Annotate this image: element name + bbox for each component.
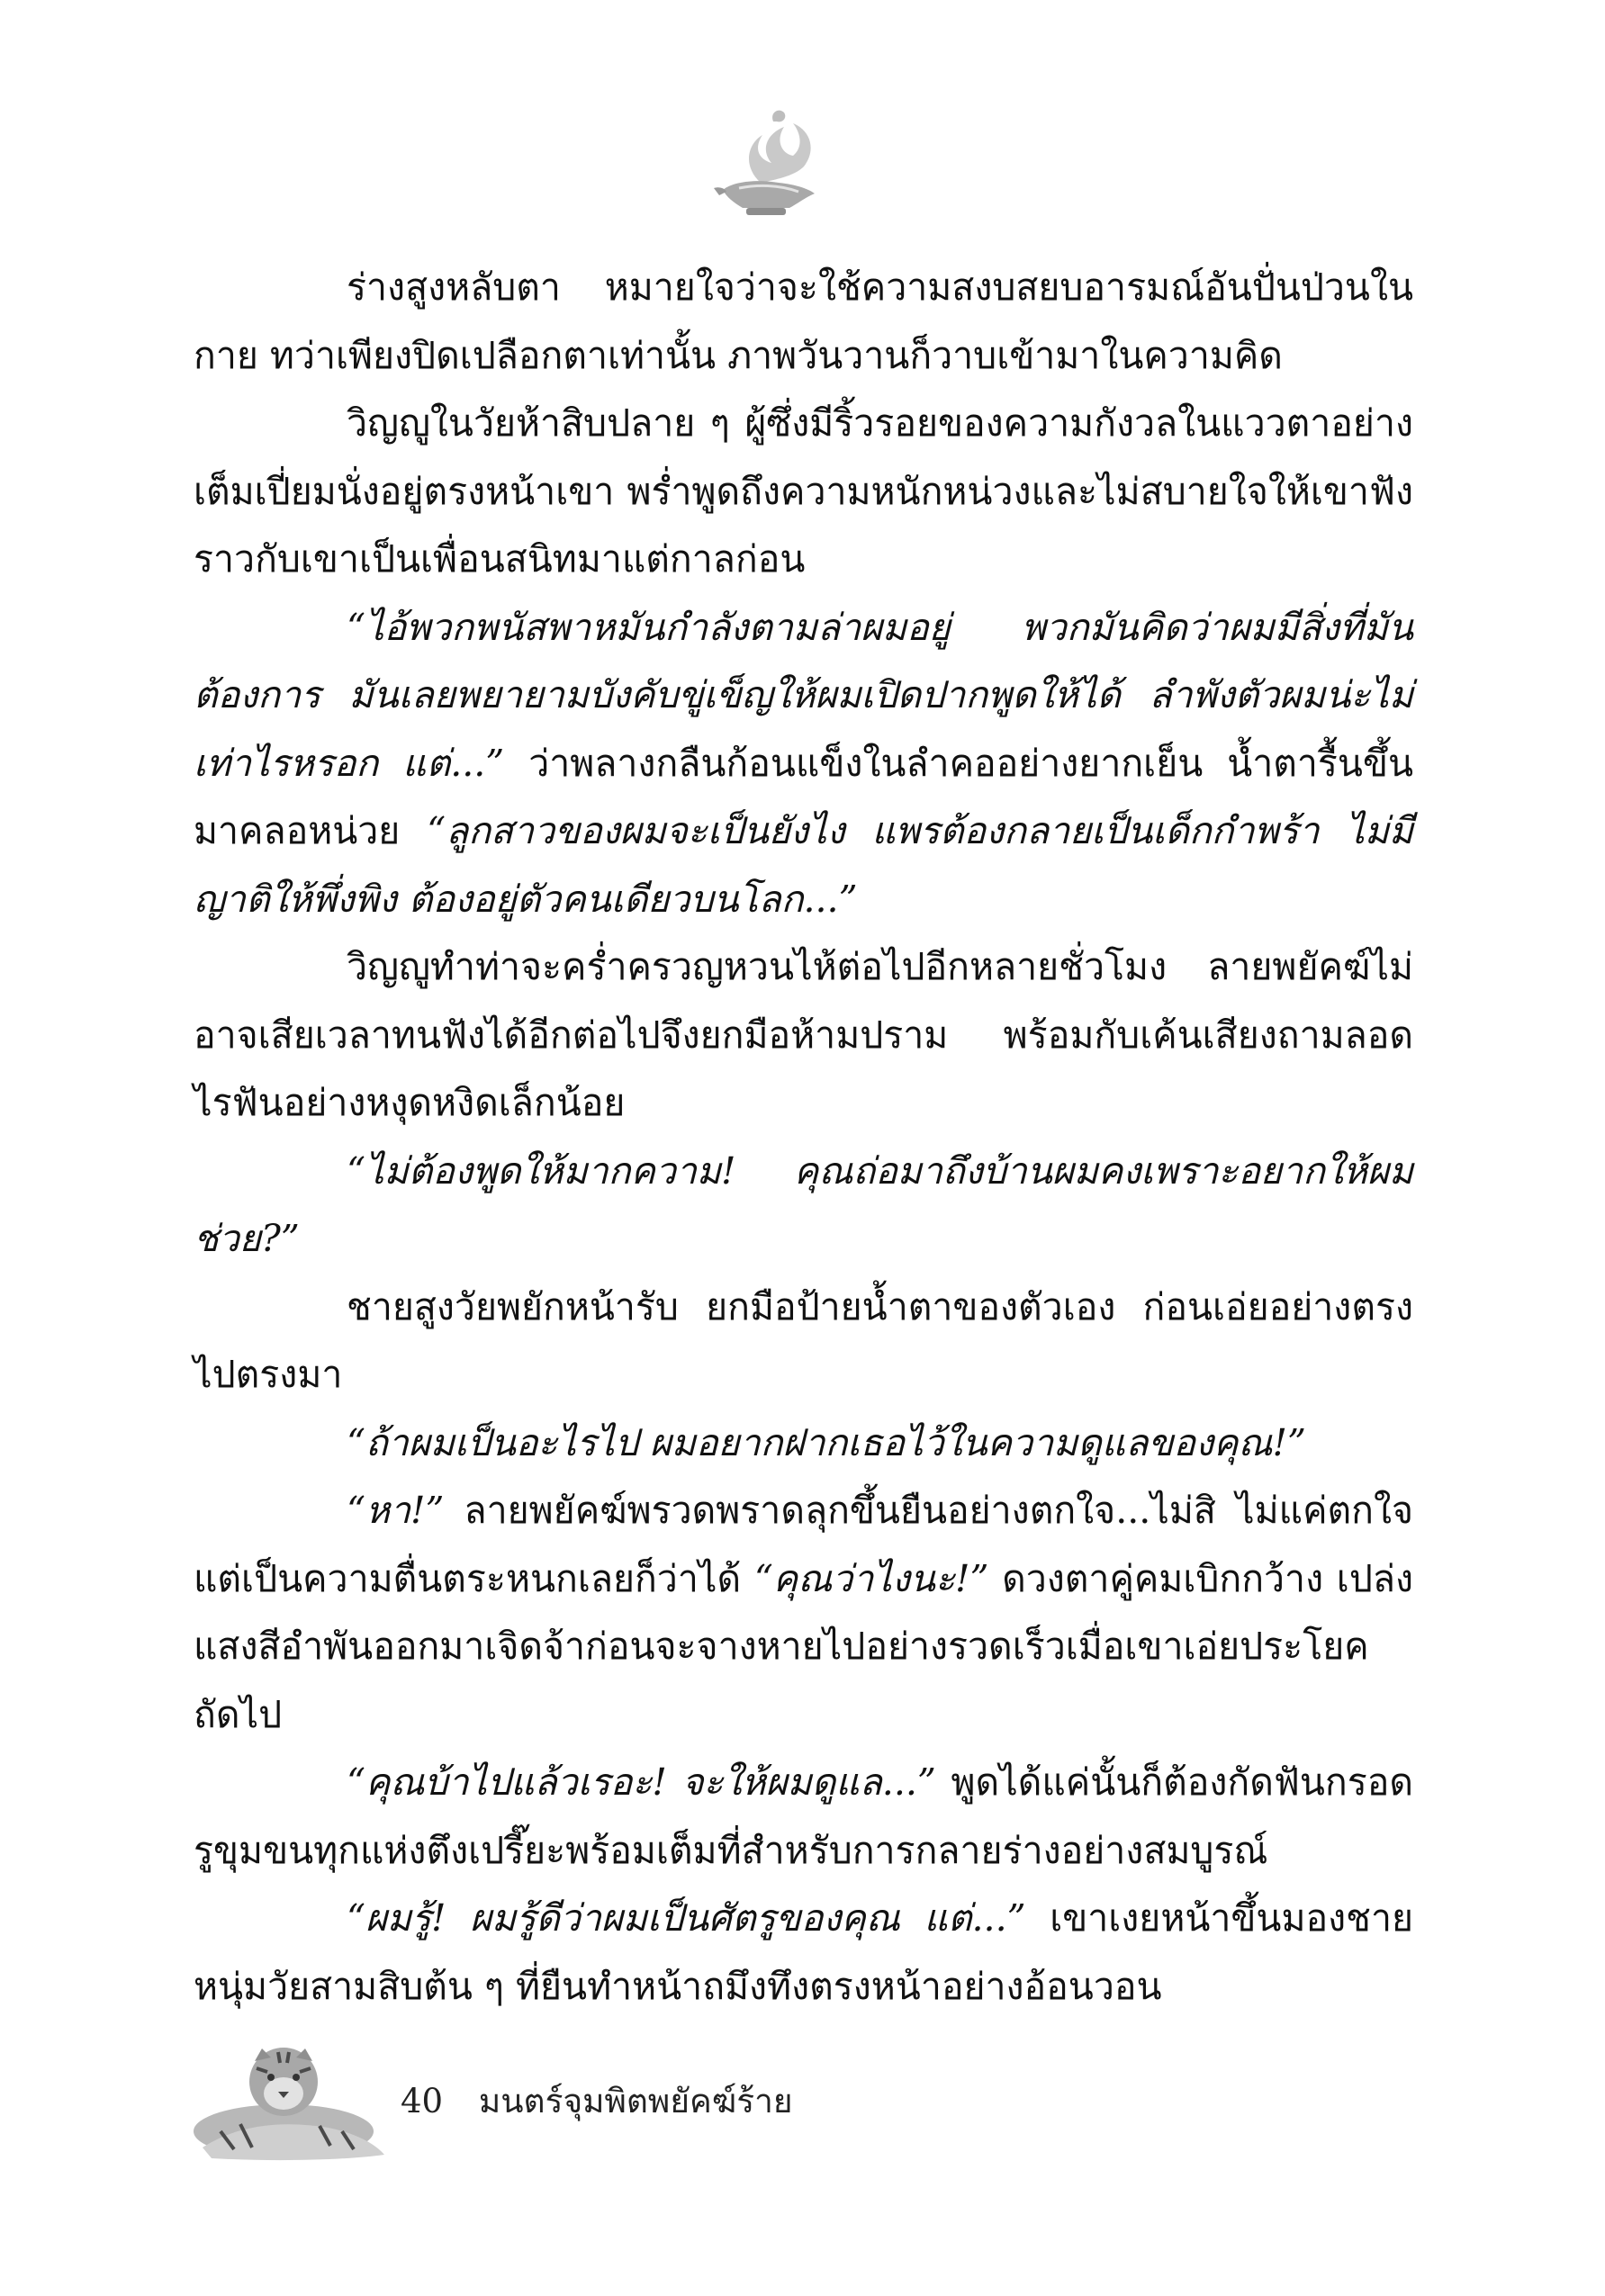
paragraph — [194, 1409, 1413, 1478]
narration-text: ดวงตาคู่คมเบิกกว้าง เปล่งแสงสีอำพันออกมาเจิดจ้าก่อนจะจางหายไปอย่างรวดเร็วเมื่อเขาเอ่ยประโยคถัดไป — [194, 1556, 1413, 1736]
paragraph — [194, 1749, 1413, 1885]
dialogue-text: “ถ้าผมเป็นอะไรไป ผมอยากฝากเธอไว้ในความดูแลของคุณ!” — [347, 1420, 1306, 1464]
narration-text: ว่าพลางกลืนก้อนแข็งในลำคออย่างยากเย็น น้ำตารื้นขึ้นมาคลอหน่วย — [194, 741, 1413, 852]
tiger-icon — [185, 2041, 396, 2172]
narration-text: ลายพยัคฆ์พรวดพราดลุกขึ้นยืนอย่างตกใจ...ไม่สิ ไม่แค่ตกใจ แต่เป็นความตื่นตระหนกเลยก็ว่าได้ — [194, 1489, 1413, 1600]
paragraph — [194, 1274, 1413, 1409]
paragraph — [194, 254, 1413, 390]
paragraph — [194, 390, 1413, 594]
dialogue-text: “หา!” — [347, 1489, 445, 1532]
paragraph — [194, 594, 1413, 934]
paragraph — [194, 1138, 1413, 1274]
narration-text: วิญญูทำท่าจะคร่ำครวญหวนไห้ต่อไปอีกหลายชั่วโมง ลายพยัคฆ์ไม่อาจเสียเวลาทนฟังได้อีกต่อไปจึงยกมือห้ามปราม พร้อมกับเค้นเสียงถามลอดไรฟันอย่างหงุดหงิดเล็กน้อย — [194, 945, 1413, 1124]
narration-text: ชายสูงวัยพยักหน้ารับ ยกมือป้ายน้ำตาของตัวเอง ก่อนเอ่ยอย่างตรงไปตรงมา — [194, 1284, 1413, 1396]
dialogue-text: “ผมรู้! ผมรู้ดีว่าผมเป็นศัตรูของคุณ แต่...” — [347, 1896, 1026, 1940]
narration-text: พูดได้แค่นั้นก็ต้องกัดฟันกรอด รูขุมขนทุกแห่งตึงเปรี๊ยะพร้อมเต็มที่สำหรับการกลายร่างอย่างสมบูรณ์ — [194, 1760, 1413, 1872]
dialogue-text: “ไม่ต้องพูดให้มากความ! คุณถ่อมาถึงบ้านผมคงเพราะอยากให้ผมช่วย?” — [194, 1148, 1413, 1260]
dialogue-text: “คุณบ้าไปแล้วเรอะ! จะให้ผมดูแล...” — [347, 1760, 936, 1804]
book-title: มนตร์จุมพิตพยัคฆ์ร้าย — [478, 2082, 793, 2120]
narration-text: เขาเงยหน้าขึ้นมองชายหนุ่มวัยสามสิบต้น ๆ ที่ยืนทำหน้าถมึงทึงตรงหน้าอย่างอ้อนวอน — [194, 1896, 1413, 2008]
page-footer — [401, 2075, 793, 2128]
narration-text: วิญญูในวัยห้าสิบปลาย ๆ ผู้ซึ่งมีริ้วรอยของความกังวลในแววตาอย่างเต็มเปี่ยมนั่งอยู่ตรงหน้าเขา พร่ำพูดถึงความหนักหน่วงและไม่สบายใจให้เขาฟังราวกับเขาเป็นเพื่อนสนิทมาแต่กาลก่อน — [194, 401, 1413, 581]
dialogue-text: “ลูกสาวของผมจะเป็นยังไง แพรต้องกลายเป็นเด็กกำพร้า ไม่มีญาติให้พึ่งพิง ต้องอยู่ตัวคนเดียวบนโลก...” — [194, 809, 1414, 921]
narration-text: ร่างสูงหลับตา หมายใจว่าจะใช้ความสงบสยบอารมณ์อันปั่นป่วนในกาย ทว่าเพียงปิดเปลือกตาเท่านั้น ภาพวันวานก็วาบเข้ามาในความคิด — [194, 266, 1413, 377]
dialogue-text: “คุณว่าไงนะ!” — [753, 1556, 989, 1600]
paragraph — [194, 1885, 1413, 2021]
magic-lamp-icon — [707, 104, 828, 225]
paragraph — [194, 933, 1413, 1138]
dialogue-text: “ไอ้พวกพนัสพาหมันกำลังตามล่าผมอยู่ พวกมันคิดว่าผมมีสิ่งที่มันต้องการ มันเลยพยายามบังคับขู่เข็ญให้ผมเปิดปากพูดให้ได้ ลำพังตัวผมน่ะไม่เท่าไรหรอก แต่...” — [194, 605, 1413, 785]
page-number: 40 — [401, 2082, 444, 2120]
body-text — [194, 254, 1413, 2021]
paragraph — [194, 1477, 1413, 1749]
